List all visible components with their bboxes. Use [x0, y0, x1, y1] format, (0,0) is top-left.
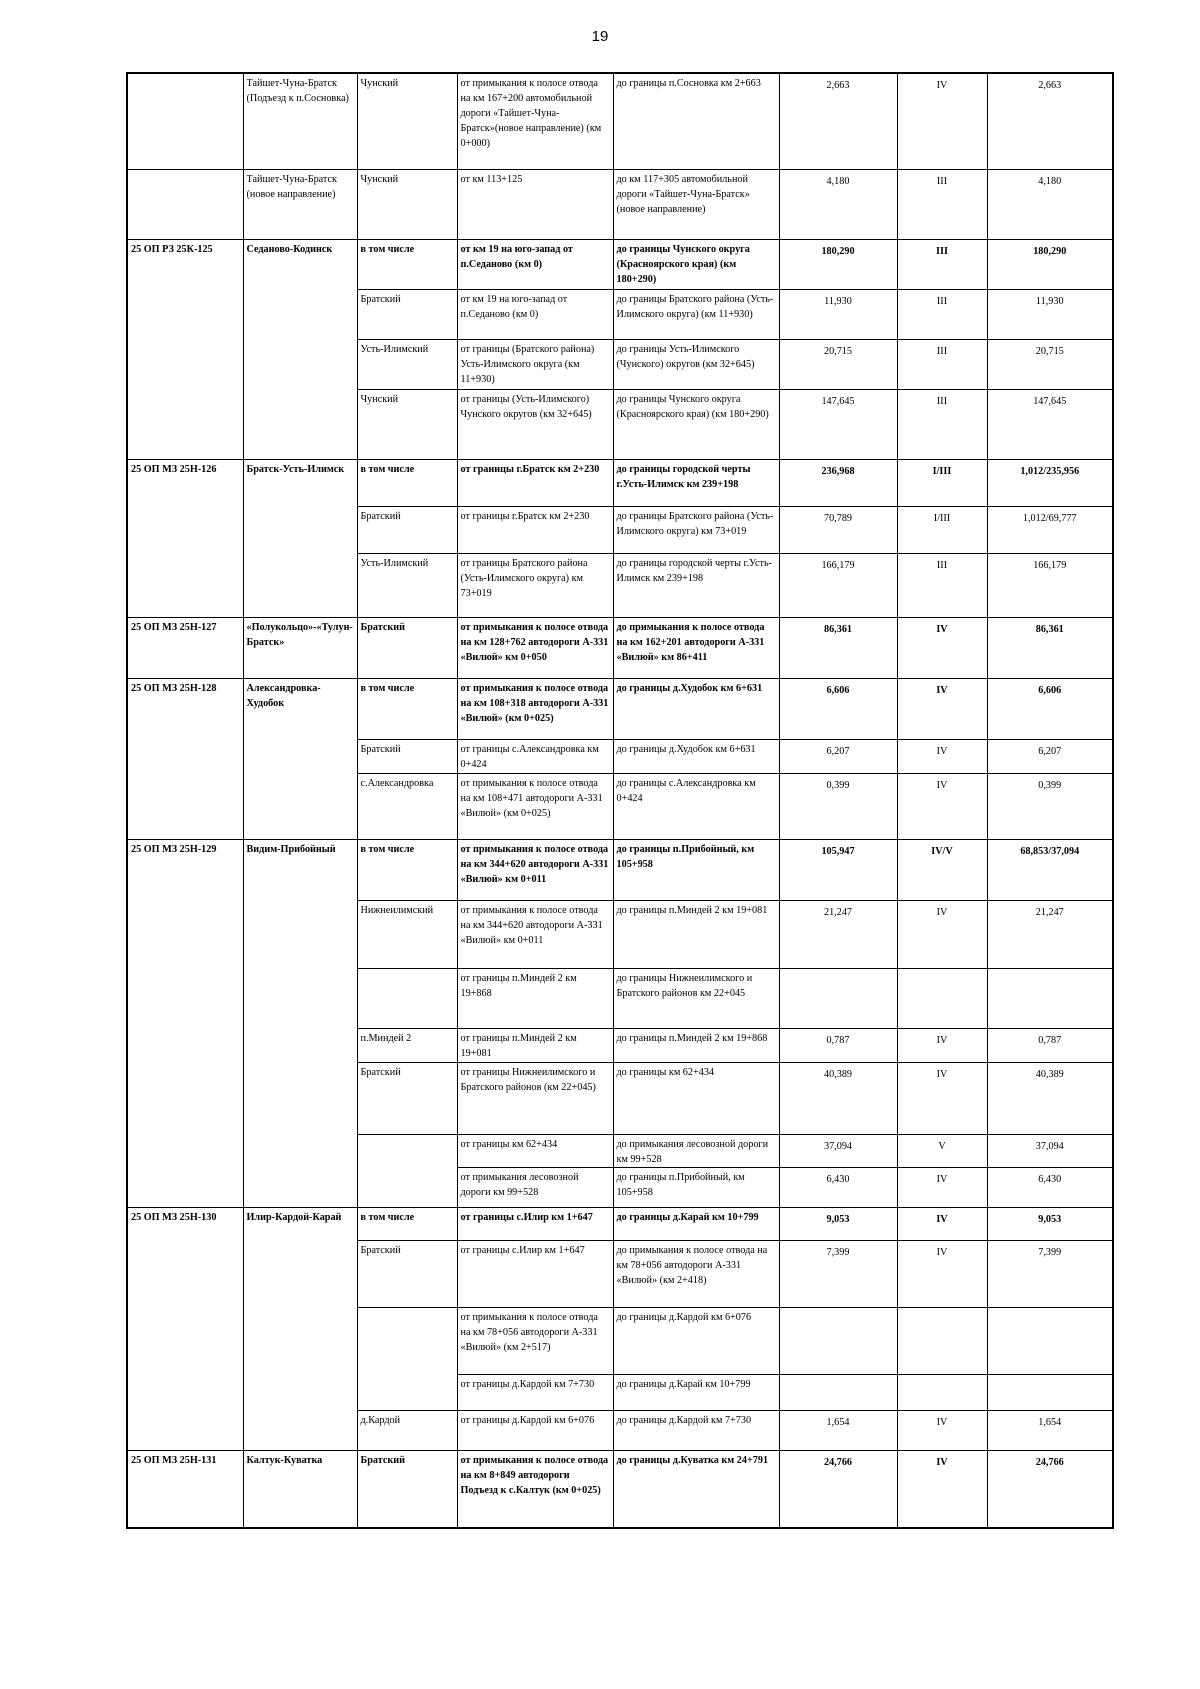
road-name-cell: Тайшет-Чуна-Братск (новое направление)	[243, 169, 357, 239]
category-cell: IV	[897, 73, 987, 169]
total-length-cell: 2,663	[987, 73, 1113, 169]
district-cell: в том числе	[357, 459, 457, 506]
page-number: 19	[591, 28, 609, 45]
road-code-cell: 25 ОП МЗ 25Н-127	[127, 617, 243, 678]
category-cell: IV	[897, 1062, 987, 1134]
table-row	[127, 773, 1113, 839]
segment-end-cell: до границы городской черты г.Усть-Илимск км 239+198	[613, 553, 779, 617]
road-code-cell	[127, 1410, 243, 1450]
district-cell: Чунский	[357, 389, 457, 459]
table-body	[127, 73, 1113, 1528]
segment-start-cell: от границы Братского района (Усть-Илимского округа) км 73+019	[457, 553, 613, 617]
length-cell: 6,606	[779, 678, 897, 739]
length-cell: 24,766	[779, 1450, 897, 1528]
district-cell: Братский	[357, 506, 457, 553]
length-cell: 86,361	[779, 617, 897, 678]
segment-end-cell: до границы Братского района (Усть-Илимского округа) (км 11+930)	[613, 289, 779, 339]
segment-end-cell: до границы д.Карай км 10+799	[613, 1207, 779, 1240]
road-code-cell	[127, 73, 243, 169]
table-row	[127, 506, 1113, 553]
category-cell: I/III	[897, 506, 987, 553]
segment-end-cell: до границы Братского района (Усть-Илимского округа) км 73+019	[613, 506, 779, 553]
road-code-cell	[127, 1134, 243, 1167]
length-cell: 37,094	[779, 1134, 897, 1167]
district-cell: Чунский	[357, 169, 457, 239]
category-cell: IV	[897, 1028, 987, 1062]
total-length-cell: 20,715	[987, 339, 1113, 389]
table-row	[127, 617, 1113, 678]
total-length-cell: 166,179	[987, 553, 1113, 617]
segment-start-cell: от км 19 на юго-запад от п.Седаново (км 0)	[457, 289, 613, 339]
road-name-cell	[243, 506, 357, 553]
table-row	[127, 968, 1113, 1028]
total-length-cell	[987, 968, 1113, 1028]
segment-end-cell: до границы д.Карай км 10+799	[613, 1374, 779, 1410]
length-cell	[779, 1374, 897, 1410]
segment-start-cell: от границы (Усть-Илимского) Чунского округов (км 32+645)	[457, 389, 613, 459]
segment-end-cell: до границы п.Миндей 2 км 19+868	[613, 1028, 779, 1062]
length-cell: 9,053	[779, 1207, 897, 1240]
segment-end-cell: до примыкания к полосе отвода на км 78+056 автодороги А-331 «Вилюй» (км 2+418)	[613, 1240, 779, 1307]
road-code-cell: 25 ОП МЗ 25Н-130	[127, 1207, 243, 1240]
category-cell: IV/V	[897, 839, 987, 900]
road-name-cell	[243, 339, 357, 389]
category-cell: IV	[897, 739, 987, 773]
road-name-cell: «Полукольцо»-«Тулун-Братск»	[243, 617, 357, 678]
segment-start-cell: от примыкания к полосе отвода на км 344+620 автодороги А-331 «Вилюй» км 0+011	[457, 900, 613, 968]
segment-start-cell: от границы с.Илир км 1+647	[457, 1207, 613, 1240]
category-cell: IV	[897, 900, 987, 968]
road-name-cell: Александровка-Худобок	[243, 678, 357, 739]
category-cell: IV	[897, 617, 987, 678]
length-cell: 0,399	[779, 773, 897, 839]
length-cell: 180,290	[779, 239, 897, 289]
road-name-cell	[243, 389, 357, 459]
district-cell: в том числе	[357, 678, 457, 739]
road-name-cell	[243, 1307, 357, 1374]
road-name-cell: Братск-Усть-Илимск	[243, 459, 357, 506]
segment-start-cell: от границы д.Кардой км 7+730	[457, 1374, 613, 1410]
total-length-cell	[987, 1307, 1113, 1374]
road-name-cell	[243, 968, 357, 1028]
district-cell: в том числе	[357, 239, 457, 289]
category-cell: III	[897, 339, 987, 389]
segment-end-cell: до границы д.Куватка км 24+791	[613, 1450, 779, 1528]
length-cell: 20,715	[779, 339, 897, 389]
category-cell: IV	[897, 773, 987, 839]
length-cell: 70,789	[779, 506, 897, 553]
road-name-cell	[243, 1240, 357, 1307]
segment-end-cell: до границы Чунского округа (Красноярского края) (км 180+290)	[613, 389, 779, 459]
table-row	[127, 1028, 1113, 1062]
road-code-cell	[127, 773, 243, 839]
road-name-cell	[243, 553, 357, 617]
district-cell: Нижнеилимский	[357, 900, 457, 968]
segment-start-cell: от границы (Братского района) Усть-Илимского округа (км 11+930)	[457, 339, 613, 389]
table-row	[127, 289, 1113, 339]
road-code-cell	[127, 506, 243, 553]
total-length-cell: 11,930	[987, 289, 1113, 339]
category-cell: IV	[897, 678, 987, 739]
road-name-cell	[243, 1028, 357, 1062]
segment-end-cell: до границы п.Прибойный, км 105+958	[613, 1167, 779, 1207]
table-row	[127, 739, 1113, 773]
table-row	[127, 1167, 1113, 1207]
category-cell: IV	[897, 1450, 987, 1528]
table-row	[127, 900, 1113, 968]
segment-end-cell: до границы с.Александровка км 0+424	[613, 773, 779, 839]
length-cell: 4,180	[779, 169, 897, 239]
district-cell: Братский	[357, 1450, 457, 1528]
length-cell: 105,947	[779, 839, 897, 900]
segment-start-cell: от км 19 на юго-запад от п.Седаново (км 0)	[457, 239, 613, 289]
table-row	[127, 1207, 1113, 1240]
category-cell: III	[897, 389, 987, 459]
category-cell: IV	[897, 1167, 987, 1207]
road-code-cell	[127, 1240, 243, 1307]
segment-start-cell: от границы д.Кардой км 6+076	[457, 1410, 613, 1450]
roads-table	[126, 72, 1114, 1529]
district-cell: Братский	[357, 1062, 457, 1134]
road-code-cell: 25 ОП РЗ 25К-125	[127, 239, 243, 289]
road-name-cell	[243, 739, 357, 773]
district-cell: д.Кардой	[357, 1410, 457, 1450]
length-cell: 21,247	[779, 900, 897, 968]
total-length-cell: 6,430	[987, 1167, 1113, 1207]
total-length-cell: 86,361	[987, 617, 1113, 678]
district-cell: Братский	[357, 739, 457, 773]
length-cell: 0,787	[779, 1028, 897, 1062]
segment-end-cell: до границы д.Кардой км 6+076	[613, 1307, 779, 1374]
segment-end-cell: до границы Нижнеилимского и Братского районов км 22+045	[613, 968, 779, 1028]
district-cell: с.Александровка	[357, 773, 457, 839]
table-row	[127, 839, 1113, 900]
length-cell: 11,930	[779, 289, 897, 339]
total-length-cell: 37,094	[987, 1134, 1113, 1167]
segment-start-cell: от примыкания к полосе отвода на км 128+762 автодороги А-331 «Вилюй» км 0+050	[457, 617, 613, 678]
segment-start-cell: от границы с.Илир км 1+647	[457, 1240, 613, 1307]
total-length-cell	[987, 1374, 1113, 1410]
segment-start-cell: от примыкания к полосе отвода на км 8+849 автодороги Подъезд к с.Калтук (км 0+025)	[457, 1450, 613, 1528]
category-cell: IV	[897, 1240, 987, 1307]
length-cell: 236,968	[779, 459, 897, 506]
district-cell	[357, 1167, 457, 1207]
segment-end-cell: до границы Чунского округа (Красноярского края) (км 180+290)	[613, 239, 779, 289]
road-name-cell	[243, 1134, 357, 1167]
segment-start-cell: от примыкания к полосе отвода на км 78+056 автодороги А-331 «Вилюй» (км 2+517)	[457, 1307, 613, 1374]
total-length-cell: 9,053	[987, 1207, 1113, 1240]
road-code-cell	[127, 339, 243, 389]
table-row	[127, 459, 1113, 506]
road-code-cell: 25 ОП МЗ 25Н-128	[127, 678, 243, 739]
total-length-cell: 1,012/69,777	[987, 506, 1113, 553]
category-cell	[897, 1307, 987, 1374]
table-row	[127, 1410, 1113, 1450]
road-name-cell	[243, 1374, 357, 1410]
segment-start-cell: от границы км 62+434	[457, 1134, 613, 1167]
road-name-cell	[243, 289, 357, 339]
segment-end-cell: до границы д.Кардой км 7+730	[613, 1410, 779, 1450]
table-row	[127, 1307, 1113, 1374]
category-cell	[897, 968, 987, 1028]
table-row	[127, 1450, 1113, 1528]
road-code-cell	[127, 289, 243, 339]
road-name-cell	[243, 900, 357, 968]
road-code-cell	[127, 1307, 243, 1374]
segment-start-cell: от границы г.Братск км 2+230	[457, 506, 613, 553]
total-length-cell: 0,787	[987, 1028, 1113, 1062]
road-code-cell	[127, 1167, 243, 1207]
district-cell: в том числе	[357, 1207, 457, 1240]
road-code-cell	[127, 169, 243, 239]
total-length-cell: 21,247	[987, 900, 1113, 968]
road-code-cell	[127, 968, 243, 1028]
district-cell: Братский	[357, 289, 457, 339]
road-name-cell	[243, 773, 357, 839]
segment-end-cell: до границы п.Сосновка км 2+663	[613, 73, 779, 169]
district-cell	[357, 1134, 457, 1167]
segment-start-cell: от км 113+125	[457, 169, 613, 239]
table-row	[127, 1062, 1113, 1134]
total-length-cell: 68,853/37,094	[987, 839, 1113, 900]
table-row	[127, 389, 1113, 459]
road-code-cell	[127, 1062, 243, 1134]
segment-end-cell: до границы км 62+434	[613, 1062, 779, 1134]
category-cell: III	[897, 553, 987, 617]
district-cell: Братский	[357, 1240, 457, 1307]
road-code-cell: 25 ОП МЗ 25Н-129	[127, 839, 243, 900]
district-cell	[357, 1307, 457, 1374]
category-cell: III	[897, 169, 987, 239]
length-cell: 6,430	[779, 1167, 897, 1207]
road-name-cell	[243, 1167, 357, 1207]
total-length-cell: 0,399	[987, 773, 1113, 839]
category-cell: I/III	[897, 459, 987, 506]
table-row	[127, 169, 1113, 239]
road-name-cell: Калтук-Куватка	[243, 1450, 357, 1528]
segment-start-cell: от границы п.Миндей 2 км 19+868	[457, 968, 613, 1028]
category-cell: III	[897, 289, 987, 339]
segment-start-cell: от примыкания лесовозной дороги км 99+528	[457, 1167, 613, 1207]
road-code-cell	[127, 1374, 243, 1410]
road-name-cell: Видим-Прибойный	[243, 839, 357, 900]
length-cell: 2,663	[779, 73, 897, 169]
segment-end-cell: до границы Усть-Илимского (Чунского) округов (км 32+645)	[613, 339, 779, 389]
length-cell	[779, 1307, 897, 1374]
total-length-cell: 40,389	[987, 1062, 1113, 1134]
road-code-cell	[127, 900, 243, 968]
road-code-cell	[127, 1028, 243, 1062]
segment-end-cell: до границы п.Прибойный, км 105+958	[613, 839, 779, 900]
total-length-cell: 6,606	[987, 678, 1113, 739]
total-length-cell: 4,180	[987, 169, 1113, 239]
district-cell	[357, 1374, 457, 1410]
total-length-cell: 1,012/235,956	[987, 459, 1113, 506]
segment-end-cell: до км 117+305 автомобильной дороги «Тайшет-Чуна-Братск» (новое направление)	[613, 169, 779, 239]
table-row	[127, 553, 1113, 617]
district-cell	[357, 968, 457, 1028]
road-name-cell: Тайшет-Чуна-Братск (Подъезд к п.Сосновка)	[243, 73, 357, 169]
table-row	[127, 1374, 1113, 1410]
road-name-cell	[243, 1062, 357, 1134]
district-cell: в том числе	[357, 839, 457, 900]
length-cell: 166,179	[779, 553, 897, 617]
length-cell: 1,654	[779, 1410, 897, 1450]
category-cell: V	[897, 1134, 987, 1167]
total-length-cell: 6,207	[987, 739, 1113, 773]
category-cell: III	[897, 239, 987, 289]
segment-end-cell: до примыкания к полосе отвода на км 162+201 автодороги А-331 «Вилюй» км 86+411	[613, 617, 779, 678]
length-cell: 40,389	[779, 1062, 897, 1134]
district-cell: Усть-Илимский	[357, 339, 457, 389]
road-code-cell	[127, 739, 243, 773]
road-name-cell	[243, 1410, 357, 1450]
category-cell: IV	[897, 1410, 987, 1450]
segment-end-cell: до границы п.Миндей 2 км 19+081	[613, 900, 779, 968]
category-cell	[897, 1374, 987, 1410]
table-row	[127, 1134, 1113, 1167]
segment-start-cell: от границы г.Братск км 2+230	[457, 459, 613, 506]
total-length-cell: 24,766	[987, 1450, 1113, 1528]
district-cell: Усть-Илимский	[357, 553, 457, 617]
category-cell: IV	[897, 1207, 987, 1240]
road-name-cell: Седаново-Кодинск	[243, 239, 357, 289]
segment-start-cell: от примыкания к полосе отвода на км 108+471 автодороги А-331 «Вилюй» (км 0+025)	[457, 773, 613, 839]
segment-end-cell: до примыкания лесовозной дороги км 99+528	[613, 1134, 779, 1167]
segment-start-cell: от границы Нижнеилимского и Братского районов (км 22+045)	[457, 1062, 613, 1134]
segment-start-cell: от примыкания к полосе отвода на км 167+200 автомобильной дороги «Тайшет-Чуна-Братск»(новое направление) (км 0+000)	[457, 73, 613, 169]
district-cell: п.Миндей 2	[357, 1028, 457, 1062]
segment-end-cell: до границы городской черты г.Усть-Илимск км 239+198	[613, 459, 779, 506]
road-code-cell	[127, 553, 243, 617]
table-row	[127, 73, 1113, 169]
table-row	[127, 678, 1113, 739]
district-cell: Братский	[357, 617, 457, 678]
total-length-cell: 180,290	[987, 239, 1113, 289]
length-cell: 6,207	[779, 739, 897, 773]
length-cell: 7,399	[779, 1240, 897, 1307]
table-row	[127, 1240, 1113, 1307]
total-length-cell: 147,645	[987, 389, 1113, 459]
road-name-cell: Илир-Кардой-Карай	[243, 1207, 357, 1240]
total-length-cell: 1,654	[987, 1410, 1113, 1450]
table-row	[127, 239, 1113, 289]
segment-start-cell: от границы п.Миндей 2 км 19+081	[457, 1028, 613, 1062]
road-code-cell: 25 ОП МЗ 25Н-131	[127, 1450, 243, 1528]
road-code-cell: 25 ОП МЗ 25Н-126	[127, 459, 243, 506]
table-row	[127, 339, 1113, 389]
road-code-cell	[127, 389, 243, 459]
segment-end-cell: до границы д.Худобок км 6+631	[613, 739, 779, 773]
length-cell: 147,645	[779, 389, 897, 459]
segment-start-cell: от границы с.Александровка км 0+424	[457, 739, 613, 773]
length-cell	[779, 968, 897, 1028]
district-cell: Чунский	[357, 73, 457, 169]
segment-start-cell: от примыкания к полосе отвода на км 108+318 автодороги А-331 «Вилюй» (км 0+025)	[457, 678, 613, 739]
segment-end-cell: до границы д.Худобок км 6+631	[613, 678, 779, 739]
total-length-cell: 7,399	[987, 1240, 1113, 1307]
segment-start-cell: от примыкания к полосе отвода на км 344+620 автодороги А-331 «Вилюй» км 0+011	[457, 839, 613, 900]
